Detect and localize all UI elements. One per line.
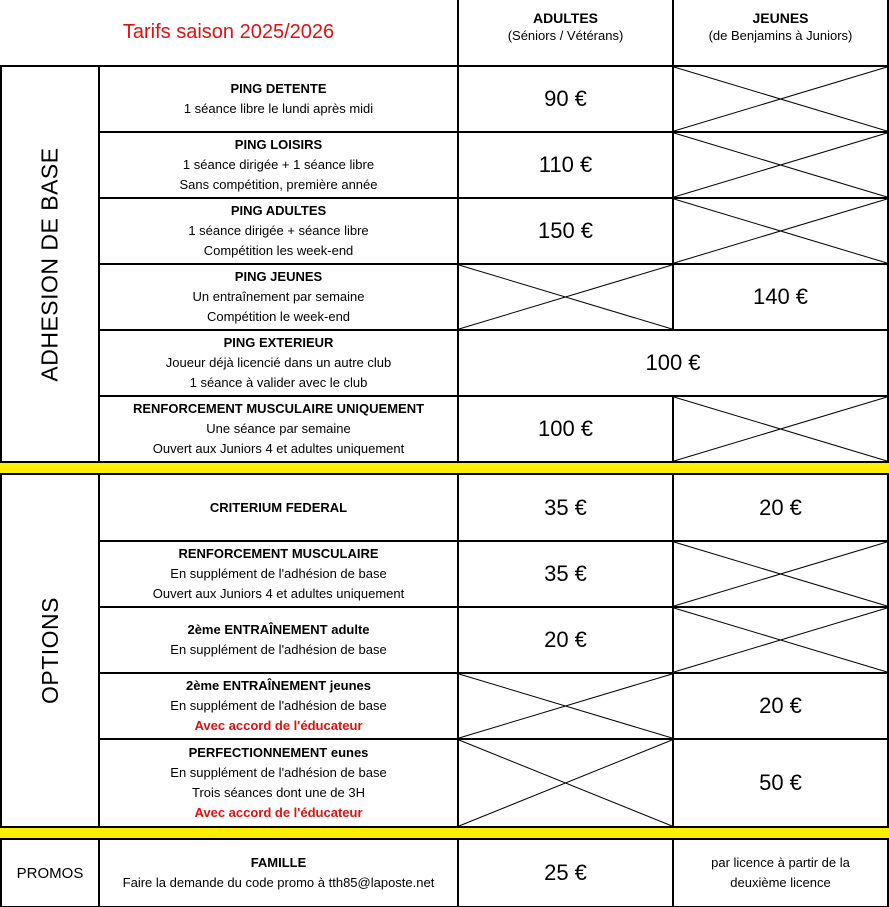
offer-detail: Trois séances dont une de 3H xyxy=(192,785,365,800)
offer-name: PING EXTERIEUR xyxy=(223,335,334,350)
unavailable-cross-icon xyxy=(459,740,672,826)
promo-youth-line: deuxième licence xyxy=(730,875,831,890)
offer-name: PING DETENTE xyxy=(230,81,327,96)
section-label-options: OPTIONS xyxy=(36,596,63,705)
promo-detail: Faire la demande du code promo à tth85@laposte.net xyxy=(122,875,435,890)
unavailable-cross-icon xyxy=(674,608,887,672)
table-row-description xyxy=(100,265,457,329)
price-adults: 90 € xyxy=(544,86,587,111)
offer-detail: En supplément de l'adhésion de base xyxy=(170,698,387,713)
price-youth: 20 € xyxy=(759,693,802,718)
price-adults: 35 € xyxy=(544,494,587,520)
offer-name: PING JEUNES xyxy=(234,269,323,284)
offer-detail: Sans compétition, première année xyxy=(179,177,378,192)
unavailable-cross-icon xyxy=(459,674,672,738)
offer-detail: Ouvert aux Juniors 4 et adultes uniquement xyxy=(152,441,405,456)
offer-name: PING ADULTES xyxy=(230,203,327,218)
table-row-description xyxy=(100,199,457,263)
adults-title: ADULTES xyxy=(532,10,599,26)
offer-detail: Compétition les week-end xyxy=(203,243,354,258)
table-row-description xyxy=(100,674,457,738)
offer-note: Avec accord de l'éducateur xyxy=(194,805,363,820)
offer-detail: 1 séance à valider avec le club xyxy=(189,375,368,390)
offer-name: PING LOISIRS xyxy=(234,137,323,152)
offer-detail: Un entraînement par semaine xyxy=(192,289,365,304)
table-row-description xyxy=(100,133,457,197)
offer-detail: Joueur déjà licencié dans un autre club xyxy=(165,355,392,370)
offer-detail: 1 séance dirigée + séance libre xyxy=(188,223,369,238)
price-adults: 150 € xyxy=(537,218,594,243)
price-youth: 140 € xyxy=(752,284,809,309)
table-row-description xyxy=(100,608,457,672)
unavailable-cross-icon xyxy=(674,133,887,197)
promo-youth-line: par licence à partir de la xyxy=(711,855,850,870)
price-both: 100 € xyxy=(645,350,701,375)
unavailable-cross-icon xyxy=(674,199,887,263)
column-header-youth xyxy=(674,10,887,60)
section-label-base: ADHESION DE BASE xyxy=(36,146,63,382)
table-row-description xyxy=(100,397,457,461)
offer-detail: Compétition le week-end xyxy=(206,309,351,324)
unavailable-cross-icon xyxy=(674,397,887,461)
adults-subtitle: (Séniors / Vétérans) xyxy=(507,28,624,43)
offer-name: CRITERIUM FEDERAL xyxy=(209,499,348,515)
youth-subtitle: (de Benjamins à Juniors) xyxy=(708,28,853,43)
offer-detail: Une séance par semaine xyxy=(206,421,351,436)
unavailable-cross-icon xyxy=(674,67,887,131)
price-adults: 100 € xyxy=(537,416,594,441)
offer-name: RENFORCEMENT MUSCULAIRE UNIQUEMENT xyxy=(132,401,425,416)
promo-youth-note xyxy=(674,840,887,906)
offer-detail: En supplément de l'adhésion de base xyxy=(170,642,387,657)
section-label-promos: PROMOS xyxy=(16,864,84,882)
offer-name: 2ème ENTRAÎNEMENT adulte xyxy=(187,622,370,637)
offer-note: Avec accord de l'éducateur xyxy=(194,718,363,733)
price-adults: 110 € xyxy=(538,152,593,177)
table-row-description xyxy=(100,740,457,826)
offer-detail: 1 séance libre le lundi après midi xyxy=(183,101,374,116)
page-title: Tarifs saison 2025/2026 xyxy=(122,21,335,43)
promo-price-adults: 25 € xyxy=(544,860,587,885)
table-row-description xyxy=(100,840,457,906)
table-row-description xyxy=(100,475,457,540)
offer-detail: En supplément de l'adhésion de base xyxy=(170,765,387,780)
offer-detail: 1 séance dirigée + 1 séance libre xyxy=(182,157,375,172)
column-header-adults xyxy=(459,10,672,60)
youth-title: JEUNES xyxy=(752,10,809,26)
table-row-description xyxy=(100,542,457,606)
price-youth: 20 € xyxy=(759,494,802,520)
promo-name: FAMILLE xyxy=(250,855,307,870)
unavailable-cross-icon xyxy=(674,542,887,606)
price-adults: 35 € xyxy=(544,561,587,586)
table-row-description xyxy=(100,331,457,395)
table-row-description xyxy=(100,67,457,131)
price-youth: 50 € xyxy=(759,770,802,795)
unavailable-cross-icon xyxy=(459,265,672,329)
price-adults: 20 € xyxy=(544,627,587,652)
offer-name: PERFECTIONNEMENT eunes xyxy=(188,745,369,760)
offer-name: 2ème ENTRAÎNEMENT jeunes xyxy=(186,678,371,693)
offer-detail: En supplément de l'adhésion de base xyxy=(170,566,387,581)
offer-detail: Ouvert aux Juniors 4 et adultes uniquement xyxy=(152,586,405,601)
offer-name: RENFORCEMENT MUSCULAIRE xyxy=(178,546,379,561)
